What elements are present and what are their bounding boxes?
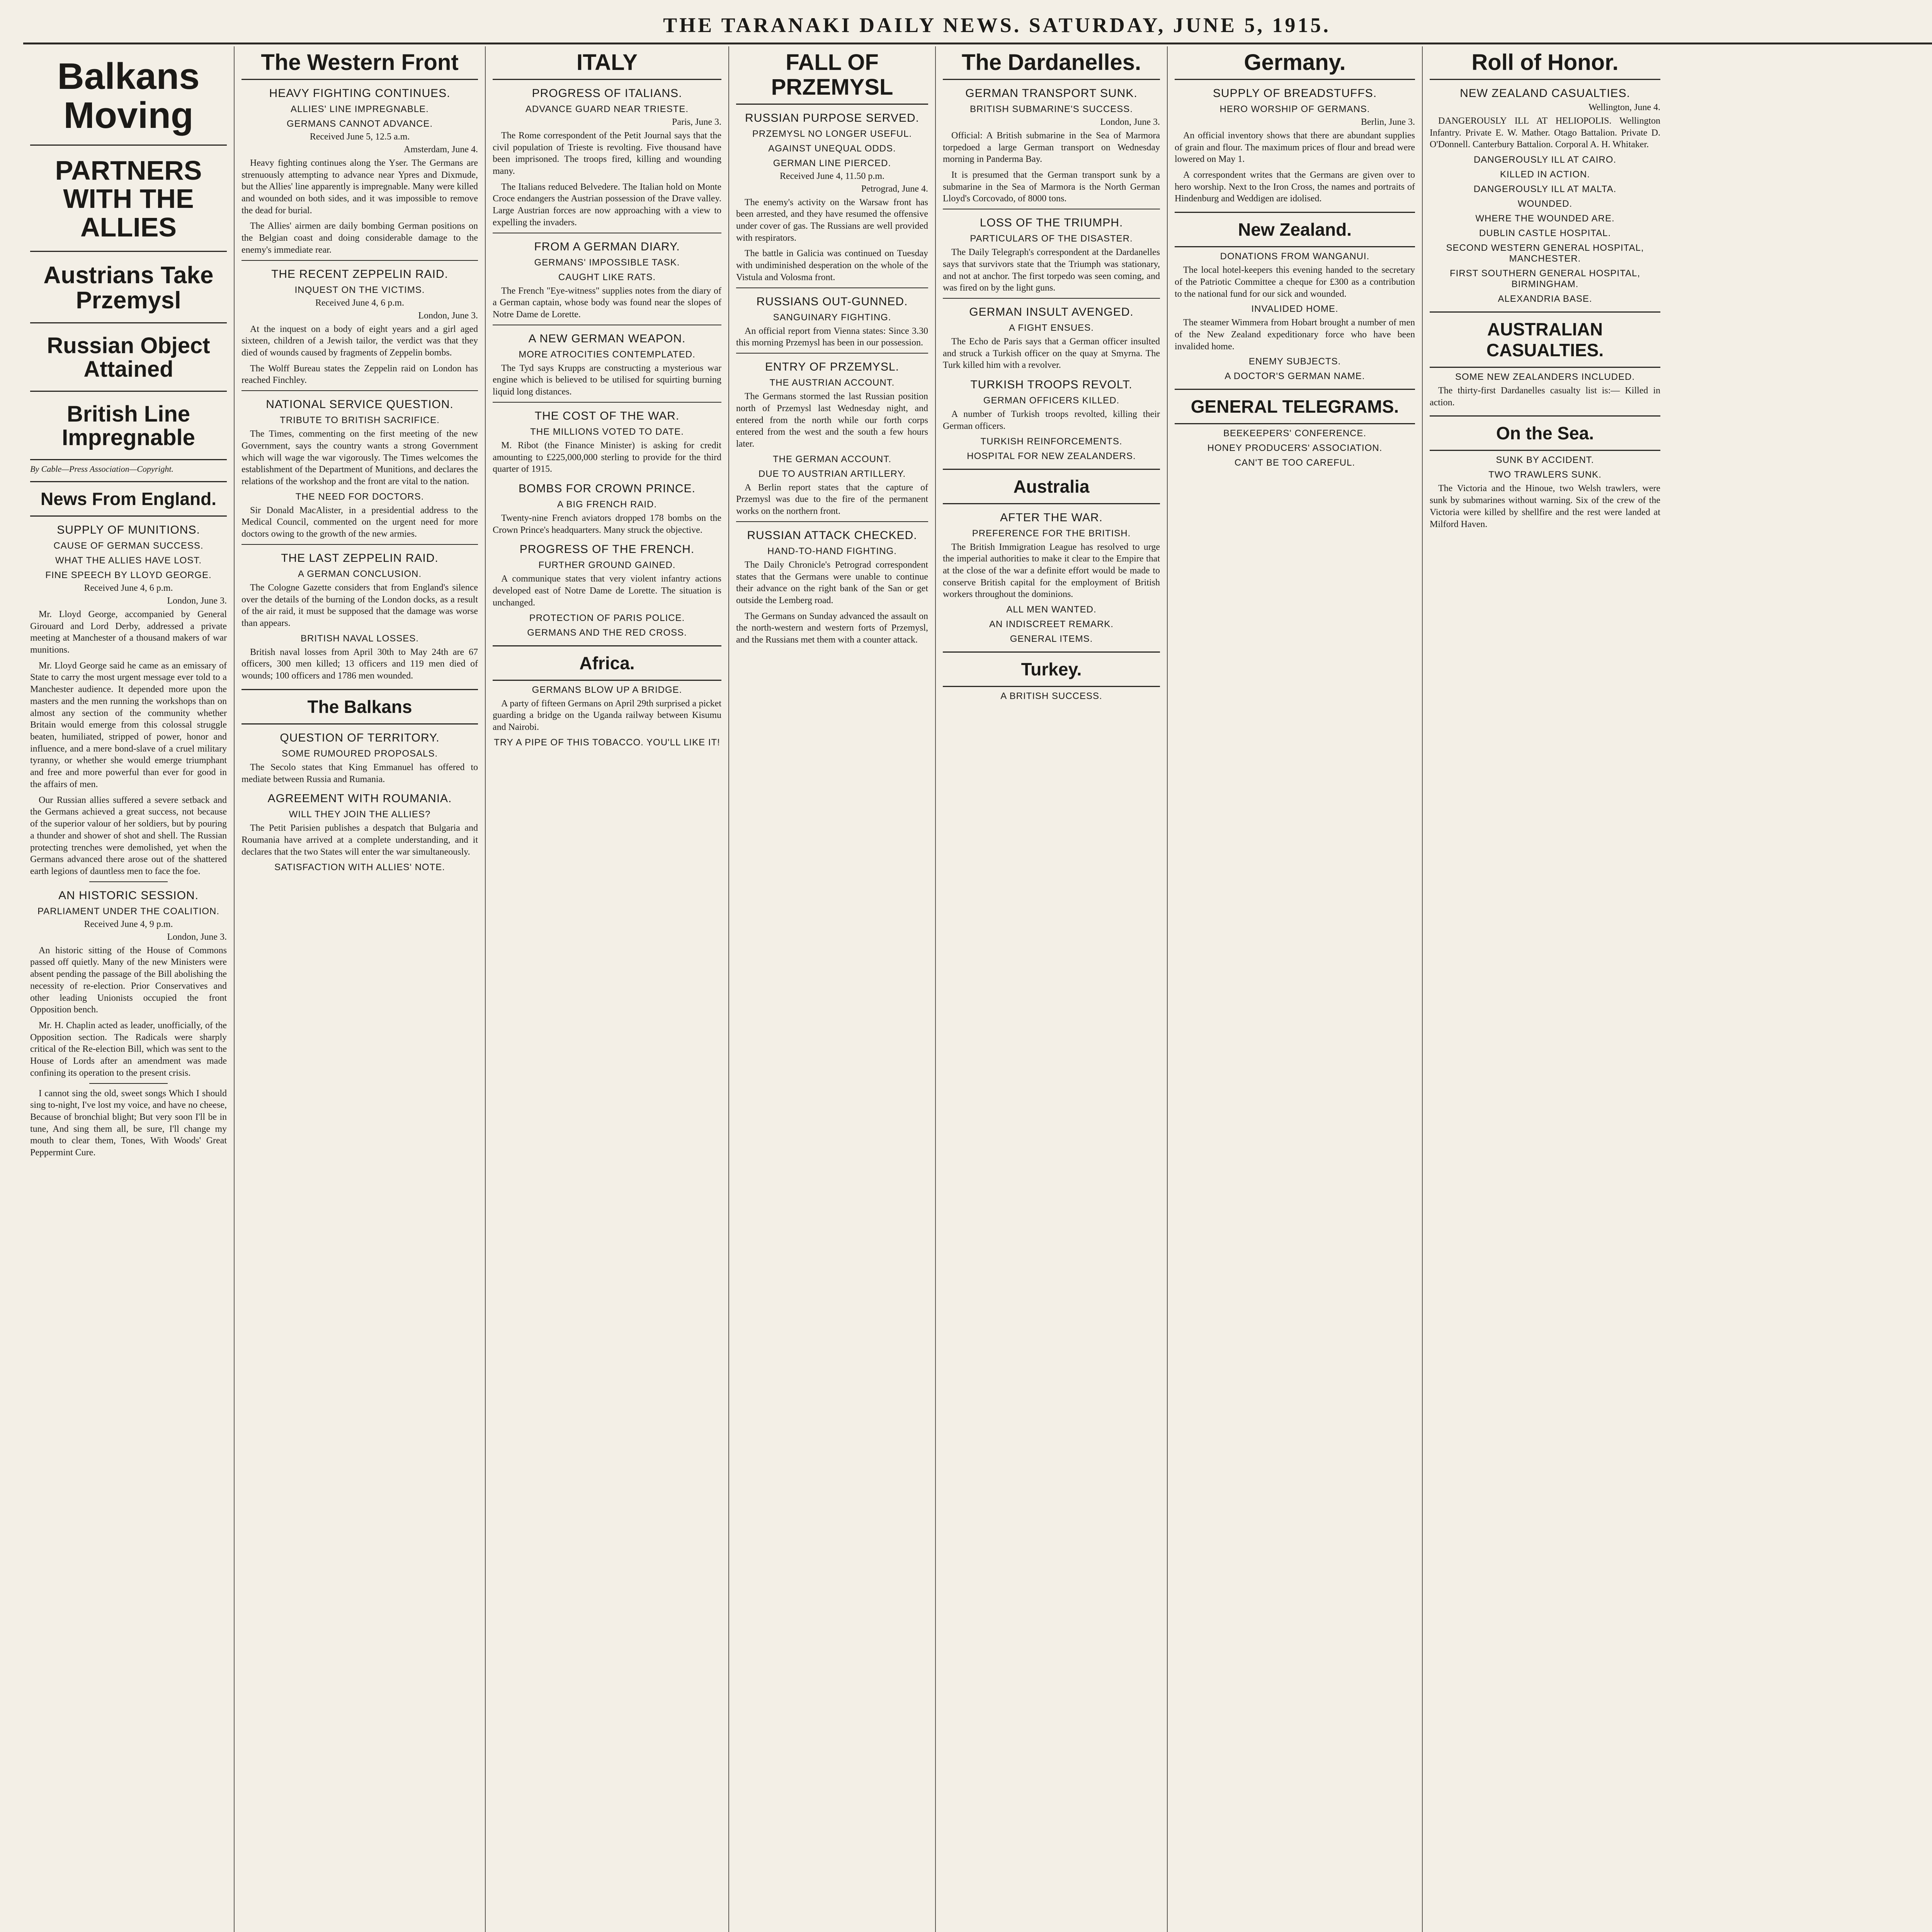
- subhead: THE NEED FOR DOCTORS.: [295, 491, 424, 502]
- subhead: GERMAN OFFICERS KILLED.: [983, 395, 1120, 406]
- subhead: AN HISTORIC SESSION.: [58, 889, 199, 902]
- received-line: Received June 4, 6 p.m.: [84, 583, 173, 593]
- article-paragraph: At the inquest on a body of eight years and a girl aged sixteen, children of a Jewish tailor, the verdict was that they died of wounds caused by fragments of Zeppelin bombs.: [242, 324, 478, 358]
- headline-british-line: British Line Impregnable: [30, 392, 227, 460]
- article-paragraph: An official report from Vienna states: Since 3.30 this morning Przemysl has been in our possession.: [736, 326, 928, 348]
- article-paragraph: The Daily Chronicle's Petrograd correspondent states that the Germans were unable to continue their advance on the right bank of the San or get outside the Lemberg road.: [736, 560, 928, 605]
- headline-russian-object: Russian Object Attained: [30, 323, 227, 392]
- section-new-zealand: New Zealand.: [1175, 212, 1415, 247]
- subhead: WHAT THE ALLIES HAVE LOST.: [55, 555, 202, 566]
- subhead: WHERE THE WOUNDED ARE.: [1475, 213, 1615, 224]
- subhead: TRIBUTE TO BRITISH SACRIFICE.: [280, 415, 440, 426]
- subhead: FURTHER GROUND GAINED.: [538, 560, 676, 571]
- advert-heading: TRY A PIPE OF THIS TOBACCO. YOU'LL LIKE IT!: [494, 737, 720, 748]
- subhead: PROTECTION OF PARIS POLICE.: [529, 612, 685, 623]
- headline-przemysl: Austrians Take Przemysl: [30, 252, 227, 323]
- subhead: DUBLIN CASTLE HOSPITAL.: [1479, 228, 1611, 238]
- received-line: Received June 4, 9 p.m.: [84, 919, 173, 929]
- subhead: ENEMY SUBJECTS.: [1248, 356, 1341, 367]
- subhead: PARTICULARS OF THE DISASTER.: [970, 233, 1133, 244]
- subhead: THE AUSTRIAN ACCOUNT.: [769, 378, 895, 388]
- subhead: BOMBS FOR CROWN PRINCE.: [518, 482, 696, 495]
- subhead: GERMANS' IMPOSSIBLE TASK.: [534, 257, 680, 268]
- dateline: Paris, June 3.: [672, 117, 721, 127]
- article-paragraph: The Daily Telegraph's correspondent at the Dardanelles says that survivors state that the Triumph was stationary, and not at anchor. The first torpedo was seen coming, and was fired on by the light guns.: [943, 247, 1160, 293]
- article-paragraph: The Petit Parisien publishes a despatch that Bulgaria and Roumania have arrived at a complete understanding, and it declares that the two States will enter the war simultaneously.: [242, 823, 478, 857]
- section-general-telegrams: GENERAL TELEGRAMS.: [1175, 389, 1415, 424]
- subhead: SANGUINARY FIGHTING.: [773, 312, 891, 323]
- article-paragraph: Heavy fighting continues along the Yser. The Germans are strenuously attempting to advance near Ypres and Dixmude, but the Allies' line apparently is impregnable. Many were killed and wounded on both sides, and it was impossible to remove the dead for burial.: [242, 158, 478, 216]
- subhead: A NEW GERMAN WEAPON.: [528, 332, 686, 345]
- subhead: PRZEMYSL NO LONGER USEFUL.: [752, 128, 912, 139]
- subhead: PREFERENCE FOR THE BRITISH.: [972, 528, 1131, 539]
- subhead: KILLED IN ACTION.: [1500, 169, 1590, 180]
- subhead: AN INDISCREET REMARK.: [989, 619, 1114, 630]
- subhead: DANGEROUSLY ILL AT CAIRO.: [1473, 154, 1617, 165]
- article-paragraph: The Tyd says Krupps are constructing a mysterious war engine which is believed to be utilised for squirting burning liquid long distances.: [493, 363, 721, 397]
- article-paragraph: A Berlin report states that the capture of Przemysl was due to the fire of the permanent works on the northern front.: [736, 482, 928, 517]
- subhead: GERMANS AND THE RED CROSS.: [527, 627, 687, 638]
- subhead: INVALIDED HOME.: [1251, 304, 1338, 315]
- subhead: PROGRESS OF ITALIANS.: [532, 87, 682, 100]
- dateline: Amsterdam, June 4.: [404, 144, 478, 155]
- subhead: CAN'T BE TOO CAREFUL.: [1234, 457, 1355, 468]
- article-paragraph: A number of Turkish troops revolted, killing their German officers.: [943, 409, 1160, 431]
- article-paragraph: The Victoria and the Hinoue, two Welsh trawlers, were sunk by submarines without warning. Six of the crew of the Victoria were killed by shellfire and the rest were landed at Milford Haven.: [1430, 483, 1660, 529]
- article-paragraph: The Cologne Gazette considers that from England's silence over the details of the burning of the London docks, as a result of the air raid, it must be supposed that the damage was worse than appears.: [242, 582, 478, 629]
- article-paragraph: Sir Donald MacAlister, in a presidential address to the Medical Council, commented on the urgent need for more doctors owing to the growth of the new armies.: [242, 505, 478, 539]
- subhead: CAUGHT LIKE RATS.: [558, 272, 656, 282]
- article-paragraph: The Italians reduced Belvedere. The Italian hold on Monte Croce endangers the Austrian possession of the Drave valley. Large Austrian forces are now approaching with a view to expelling the invaders.: [493, 182, 721, 228]
- subhead: HAND-TO-HAND FIGHTING.: [767, 546, 897, 556]
- article-paragraph: The French "Eye-witness" supplies notes from the diary of a German captain, whose body was found near the slopes of Notre Dame de Lorette.: [493, 286, 721, 320]
- dateline: London, June 3.: [167, 932, 227, 942]
- subhead: GERMAN INSULT AVENGED.: [969, 305, 1134, 318]
- column-head-dardanelles: The Dardanelles.: [943, 46, 1160, 80]
- subhead: PROGRESS OF THE FRENCH.: [519, 543, 695, 556]
- subhead: WOUNDED.: [1517, 198, 1573, 209]
- column-5: [935, 46, 1167, 1932]
- subhead: TWO TRAWLERS SUNK.: [1488, 469, 1602, 480]
- article-paragraph: The Times, commenting on the first meeting of the new Government, says the country wants a strong Government which will wage the war vigorously. The Times welcomes the establishment of the Department of Munitions, and declares the relations of the workshop and the front are vital to the nation.: [242, 429, 478, 487]
- article-paragraph: Mr. H. Chaplin acted as leader, unofficially, of the Opposition section. The Radicals were sharply critical of the Re-election Bill, which was sent to the House of Lords after an amendment was made confining its operation to the present crisis.: [30, 1020, 227, 1078]
- divider: [89, 881, 168, 882]
- article-paragraph: M. Ribot (the Finance Minister) is asking for credit amounting to £225,000,000 sterling to provide for the third quarter of 1915.: [493, 440, 721, 474]
- section-australia: Australia: [943, 469, 1160, 504]
- article-paragraph: The Germans stormed the last Russian position north of Przemysl last Wednesday night, and entered from the north while our forth corps entered from the west and the south a few hours later.: [736, 391, 928, 449]
- masthead: THE TARANAKI DAILY NEWS. SATURDAY, JUNE 5, 1915.: [23, 8, 1932, 44]
- subhead: MORE ATROCITIES CONTEMPLATED.: [519, 349, 696, 360]
- subhead: NATIONAL SERVICE QUESTION.: [266, 398, 454, 411]
- subhead: A GERMAN CONCLUSION.: [298, 568, 422, 579]
- divider: [736, 521, 928, 522]
- subhead: THE LAST ZEPPELIN RAID.: [281, 551, 439, 565]
- subhead: AFTER THE WAR.: [1000, 511, 1103, 524]
- article-paragraph: The local hotel-keepers this evening handed to the secretary of the Patriotic Committee a cheque for £300 as a contribution to the national fund for our sick and wounded.: [1175, 265, 1415, 299]
- dateline: London, June 3.: [418, 310, 478, 321]
- subhead: SUPPLY OF MUNITIONS.: [57, 523, 200, 536]
- column-6: [1167, 46, 1422, 1932]
- byline: By Cable—Press Association—Copyright.: [30, 464, 173, 474]
- subhead: NEW ZEALAND CASUALTIES.: [1460, 87, 1630, 100]
- subhead: ALLIES' LINE IMPREGNABLE.: [291, 104, 429, 114]
- article-paragraph: Official: A British submarine in the Sea of Marmora torpedoed a large German transport on Wednesday morning in Panderma Bay.: [943, 130, 1160, 165]
- subhead: HERO WORSHIP OF GERMANS.: [1219, 104, 1370, 114]
- article-paragraph: The British Immigration League has resolved to urge the imperial authorities to make it clear to the Empire that at the close of the war a definite effort would be made to conserve British capital for the employment of British workers throughout the dominions.: [943, 542, 1160, 600]
- article-paragraph: The Rome correspondent of the Petit Journal says that the civil population of Trieste is revolting. Five thousand have been imprisoned. The troops fired, killing and wounding many.: [493, 130, 721, 176]
- column-head-germany: Germany.: [1175, 46, 1415, 80]
- subhead: HOSPITAL FOR NEW ZEALANDERS.: [967, 451, 1136, 461]
- article-paragraph: Mr. Lloyd George said he came as an emissary of State to carry the most urgent message ever told to a Manchester audience. It depended more upon the masters and the men running the workshops than on almost any section of the community whether Britain would emerge from this colossal struggle beaten, humiliated, stripped of power, honor and influence, and a mere bond-slave of a cruel military tyranny, or whether she would emerge triumphant and free and more powerful than ever for good in the affairs of men.: [30, 660, 227, 789]
- article-paragraph: The enemy's activity on the Warsaw front has been arrested, and they have resumed the offensive under cover of gas. The Russians are well provided with respirators.: [736, 197, 928, 243]
- subhead: SATISFACTION WITH ALLIES' NOTE.: [274, 862, 445, 872]
- section-turkey: Turkey.: [943, 651, 1160, 687]
- subhead: HONEY PRODUCERS' ASSOCIATION.: [1207, 443, 1383, 454]
- subhead: TURKISH TROOPS REVOLT.: [970, 378, 1133, 391]
- subhead: WILL THEY JOIN THE ALLIES?: [289, 809, 431, 820]
- subhead: QUESTION OF TERRITORY.: [280, 731, 440, 744]
- subhead: INQUEST ON THE VICTIMS.: [294, 284, 425, 295]
- received-line: Received June 4, 11.50 p.m.: [779, 171, 885, 181]
- subhead: BRITISH NAVAL LOSSES.: [301, 633, 419, 644]
- article-paragraph: The steamer Wimmera from Hobart brought a number of men of the New Zealand expeditionary force who have been invalided home.: [1175, 318, 1415, 352]
- subhead: RUSSIAN PURPOSE SERVED.: [745, 111, 919, 124]
- subhead: LOSS OF THE TRIUMPH.: [980, 216, 1123, 230]
- subhead: CAUSE OF GERMAN SUCCESS.: [53, 540, 204, 551]
- column-7: [1422, 46, 1667, 1932]
- subhead: THE MILLIONS VOTED TO DATE.: [530, 426, 684, 437]
- article-paragraph: A correspondent writes that the Germans are given over to hero worship. Next to the Iron Cross, the names and portraits of Hindenburg and Weddigen are idolised.: [1175, 170, 1415, 204]
- subhead: GERMANS BLOW UP A BRIDGE.: [532, 684, 682, 695]
- column-3: [485, 46, 728, 1932]
- section-the-balkans: The Balkans: [242, 689, 478, 724]
- article-paragraph: A party of fifteen Germans on April 29th surprised a picket guarding a bridge on the Uganda railway between Kisumu and Nairobi.: [493, 698, 721, 733]
- divider: [736, 353, 928, 354]
- dateline: Berlin, June 3.: [1361, 117, 1415, 127]
- advert-verse: I cannot sing the old, sweet songs Which I should sing to-night, I've lost my voice, and have no cheese, Because of bronchial blight; But very soon I'll be in tune, And sing them all, be sure, I'll change my mouth to clear them, Tones, With Woods' Great Peppermint Cure.: [30, 1088, 227, 1158]
- column-head-western-front: The Western Front: [242, 46, 478, 80]
- article-paragraph: An official inventory shows that there are abundant supplies of grain and flour. The maximum prices of flour and bread were lowered on May 1.: [1175, 130, 1415, 165]
- article-paragraph: The Wolff Bureau states the Zeppelin raid on London has reached Finchley.: [242, 363, 478, 386]
- column-4: [728, 46, 935, 1932]
- article-paragraph: DANGEROUSLY ILL AT HELIOPOLIS. Wellington Infantry. Private E. W. Mather. Otago Battalion. Private D. O'Donnell. Canterbury Battalion. Corporal A. H. Whitaker.: [1430, 116, 1660, 150]
- subhead: THE COST OF THE WAR.: [534, 409, 680, 422]
- article-paragraph: A communique states that very violent infantry actions developed east of Notre Dame de Lorette. The situation is unchanged.: [493, 574, 721, 608]
- subhead: FINE SPEECH BY LLOYD GEORGE.: [45, 570, 212, 580]
- divider: [943, 298, 1160, 299]
- dateline: Petrograd, June 4.: [861, 184, 928, 194]
- subhead: SOME RUMOURED PROPOSALS.: [281, 748, 438, 759]
- column-head-przemysl: FALL OF PRZEMYSL: [736, 46, 928, 105]
- column-head-roll-of-honor: Roll of Honor.: [1430, 46, 1660, 80]
- received-line: Received June 4, 6 p.m.: [315, 298, 404, 308]
- subhead: FIRST SOUTHERN GENERAL HOSPITAL, BIRMINGHAM.: [1450, 268, 1640, 289]
- divider: [89, 1083, 168, 1084]
- article-paragraph: Our Russian allies suffered a severe setback and the Germans achieved a great success, not because of the superior valour of her soldiers, but by pouring a thunder and shower of shot and shell. The Russian protecting trenches were demolished, yet when the Germans advanced there arose out of the shattered earth legions of dauntless men to face the foe.: [30, 795, 227, 876]
- article-paragraph: An historic sitting of the House of Commons passed off quietly. Many of the new Ministers were absent pending the passage of the Bill abolishing the necessity of re-election. Prior Conservatives and other leading Unionists occupied the front Opposition bench.: [30, 945, 227, 1015]
- subhead: A BRITISH SUCCESS.: [1000, 691, 1102, 702]
- subhead: GERMAN LINE PIERCED.: [773, 158, 891, 168]
- divider: [242, 390, 478, 391]
- article-paragraph: Twenty-nine French aviators dropped 178 bombs on the Crown Prince's headquarters. Many struck the objective.: [493, 513, 721, 535]
- subhead: GERMANS CANNOT ADVANCE.: [286, 118, 433, 129]
- article-paragraph: Mr. Lloyd George, accompanied by General Girouard and Lord Derby, addressed a private meeting at Manchester of a thousand makers of war munitions.: [30, 609, 227, 655]
- subhead: RUSSIANS OUT-GUNNED.: [756, 295, 908, 308]
- headline-partners: PARTNERS WITH THE ALLIES: [30, 146, 227, 252]
- section-news-from-england: News From England.: [30, 481, 227, 517]
- subhead: ADVANCE GUARD NEAR TRIESTE.: [525, 104, 689, 114]
- section-australian-casualties: AUSTRALIAN CASUALTIES.: [1430, 311, 1660, 368]
- column-1: [23, 46, 234, 1932]
- subhead: AGREEMENT WITH ROUMANIA.: [267, 792, 452, 805]
- subhead: SECOND WESTERN GENERAL HOSPITAL, MANCHESTER.: [1446, 242, 1644, 264]
- subhead: GERMAN TRANSPORT SUNK.: [965, 87, 1138, 100]
- subhead: FROM A GERMAN DIARY.: [534, 240, 680, 253]
- dateline: London, June 3.: [167, 595, 227, 606]
- subhead: A FIGHT ENSUES.: [1009, 322, 1094, 333]
- subhead: ALL MEN WANTED.: [1006, 604, 1097, 615]
- article-paragraph: The Echo de Paris says that a German officer insulted and struck a Turkish officer on the quay at Smyrna. The Turk killed him with a revolver.: [943, 336, 1160, 371]
- article-paragraph: British naval losses from April 30th to May 24th are 67 officers, 300 men killed; 13 officers and 119 men died of wounds; 100 officers and 1786 men wounded.: [242, 647, 478, 681]
- subhead: TURKISH REINFORCEMENTS.: [980, 436, 1122, 447]
- headline-balkans-moving: Balkans Moving: [30, 46, 227, 146]
- received-line: Received June 5, 12.5 a.m.: [310, 131, 410, 142]
- article-paragraph: The thirty-first Dardanelles casualty list is:— Killed in action.: [1430, 385, 1660, 408]
- article-paragraph: The Germans on Sunday advanced the assault on the north-western and western forts of Przemysl, and the Russians met them with a counter attack.: [736, 611, 928, 645]
- column-2: [234, 46, 485, 1932]
- subhead: HEAVY FIGHTING CONTINUES.: [269, 87, 451, 100]
- article-paragraph: The Allies' airmen are daily bombing German positions on the Belgian coast and doing considerable damage to the enemy's immediate rear.: [242, 221, 478, 255]
- subhead: GENERAL ITEMS.: [1010, 634, 1093, 645]
- dateline: London, June 3.: [1100, 117, 1160, 127]
- columns: [23, 46, 1932, 1932]
- subhead: DONATIONS FROM WANGANUI.: [1220, 251, 1370, 262]
- column-head-italy: ITALY: [493, 46, 721, 80]
- subhead: DANGEROUSLY ILL AT MALTA.: [1473, 184, 1617, 194]
- divider: [242, 544, 478, 545]
- subhead: SOME NEW ZEALANDERS INCLUDED.: [1455, 371, 1635, 382]
- article-paragraph: It is presumed that the German transport sunk by a submarine in the Sea of Marmora is the North German Lloyd's Corcovado, of 8000 tons.: [943, 170, 1160, 204]
- subhead: THE RECENT ZEPPELIN RAID.: [271, 267, 448, 281]
- article-paragraph: The battle in Galicia was continued on Tuesday with undiminished desperation on the whole of the Vistula and Volosma front.: [736, 248, 928, 282]
- subhead: A BIG FRENCH RAID.: [557, 499, 657, 510]
- subhead: BRITISH SUBMARINE'S SUCCESS.: [970, 104, 1133, 114]
- subhead: PARLIAMENT UNDER THE COALITION.: [37, 906, 220, 917]
- section-africa: Africa.: [493, 645, 721, 681]
- subhead: A DOCTOR'S GERMAN NAME.: [1225, 371, 1365, 382]
- subhead: SUNK BY ACCIDENT.: [1496, 455, 1594, 466]
- article-paragraph: The Secolo states that King Emmanuel has offered to mediate between Russia and Rumania.: [242, 762, 478, 784]
- divider: [242, 260, 478, 261]
- divider: [736, 287, 928, 288]
- subhead: BEEKEEPERS' CONFERENCE.: [1223, 428, 1367, 439]
- dateline: Wellington, June 4.: [1588, 102, 1660, 112]
- subhead: ENTRY OF PRZEMYSL.: [765, 361, 899, 374]
- section-on-the-sea: On the Sea.: [1430, 415, 1660, 451]
- divider: [493, 402, 721, 403]
- subhead: THE GERMAN ACCOUNT.: [772, 454, 892, 464]
- subhead: DUE TO AUSTRIAN ARTILLERY.: [758, 468, 906, 479]
- subhead: RUSSIAN ATTACK CHECKED.: [747, 529, 917, 542]
- subhead: ALEXANDRIA BASE.: [1498, 293, 1592, 304]
- subhead: SUPPLY OF BREADSTUFFS.: [1213, 87, 1377, 100]
- subhead: AGAINST UNEQUAL ODDS.: [768, 143, 896, 154]
